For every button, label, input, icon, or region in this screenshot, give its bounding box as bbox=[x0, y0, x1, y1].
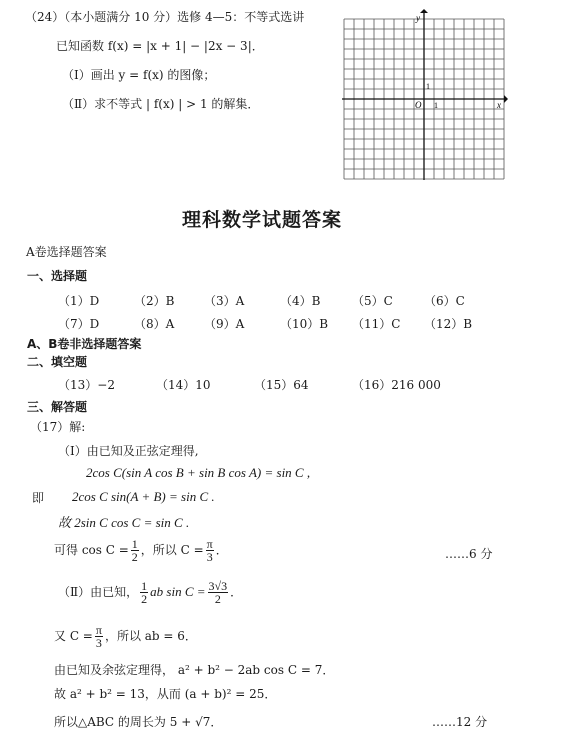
section-choice-heading: 一、选择题 bbox=[27, 269, 88, 283]
numerator: π bbox=[206, 537, 213, 551]
denominator: 2 bbox=[131, 550, 138, 564]
q17-line-5-a: 可得 cos C = bbox=[54, 543, 129, 557]
q17-line-7-b: ，所以 ab = 6． bbox=[104, 629, 197, 643]
numerator: π bbox=[95, 623, 102, 637]
numerator: 1 bbox=[141, 579, 148, 593]
denominator: 3 bbox=[95, 636, 102, 650]
q24-part1: （Ⅰ）画出 y = f(x) 的图像； bbox=[62, 68, 216, 82]
q17-label: （17）解: bbox=[30, 420, 86, 434]
q17-line-2: 2cos C(sin A cos B + sin B cos A) = sin C , bbox=[86, 465, 311, 480]
q17-line-4: 故 2sin C cos C = sin C . bbox=[58, 515, 190, 530]
fraction bbox=[206, 538, 214, 563]
fill-item: （16）216 000 bbox=[352, 378, 441, 392]
fill-item: （14）10 bbox=[156, 378, 211, 392]
q17-line-5: 可得 cos C = $\frac{1}{2}$ ，所以 C = $\frac{\pi}{3}$ ． bbox=[54, 537, 228, 564]
page-title: 理科数学试题答案 bbox=[182, 209, 343, 231]
q17-line-5-b: ，所以 C = bbox=[140, 543, 204, 557]
q24-part2: （Ⅱ）求不等式 | f(x) | > 1 的解集． bbox=[62, 97, 260, 111]
choice-item: （7）D bbox=[58, 317, 100, 331]
choice-item: （4）B bbox=[280, 294, 321, 308]
fill-item: （15）64 bbox=[254, 378, 309, 392]
choices-row-2 bbox=[58, 315, 478, 331]
y-unit-label: 1 bbox=[426, 82, 430, 91]
numerator: 3√3 bbox=[208, 579, 228, 593]
choice-item: （10）B bbox=[280, 317, 329, 331]
fraction bbox=[140, 580, 148, 605]
x-axis-arrow bbox=[504, 95, 508, 103]
fraction bbox=[131, 538, 139, 563]
q17-line-3-prefix: 即 bbox=[32, 491, 45, 505]
score-6: ……6 分 bbox=[445, 547, 493, 561]
q24-given: 已知函数 f(x) = |x + 1| − |2x − 3|． bbox=[56, 39, 264, 53]
q24-header: （24）（本小题满分 10 分）选修 4—5：不等式选讲 bbox=[25, 10, 305, 24]
choice-item: （8）A bbox=[134, 317, 175, 331]
choice-item: （6）C bbox=[424, 294, 465, 308]
score-12: ……12 分 bbox=[432, 715, 488, 729]
denominator: 2 bbox=[214, 592, 221, 606]
section-solve-heading: 三、解答题 bbox=[27, 400, 88, 414]
choice-item: （9）A bbox=[204, 317, 245, 331]
q17-line-6-a: （Ⅱ）由已知， bbox=[58, 585, 139, 599]
choices-row-1 bbox=[58, 292, 478, 308]
denominator: 2 bbox=[141, 592, 148, 606]
section-a-choice: A卷选择题答案 bbox=[26, 245, 107, 259]
choice-item: （5）C bbox=[352, 294, 393, 308]
y-axis-arrow bbox=[420, 9, 428, 13]
denominator: 3 bbox=[206, 550, 213, 564]
q17-line-6: （Ⅱ）由已知， $\frac{1}{2}$ ab sin C = $\frac{3√3}{2}$ ． bbox=[58, 579, 243, 606]
coordinate-grid bbox=[342, 9, 508, 181]
numerator: 1 bbox=[131, 537, 138, 551]
choice-item: （11）C bbox=[352, 317, 401, 331]
q17-line-7 bbox=[54, 624, 197, 649]
section-fill-heading: 二、填空题 bbox=[27, 355, 88, 369]
x-unit-label: 1 bbox=[434, 101, 438, 110]
q17-line-7-a: 又 C = bbox=[54, 629, 93, 643]
q17-line-6-b: ab sin C = bbox=[150, 584, 206, 599]
choice-item: （12）B bbox=[424, 317, 473, 331]
q17-line-3: 2cos C sin(A + B) = sin C . bbox=[72, 489, 215, 504]
section-nonchoice: A、B卷非选择题答案 bbox=[27, 337, 142, 351]
q17-line-9: 故 a² + b² = 13，从而 (a + b)² = 25． bbox=[54, 687, 277, 701]
q17-line-1: （Ⅰ）由已知及正弦定理得, bbox=[58, 444, 199, 458]
x-axis-label: x bbox=[497, 100, 501, 110]
origin-label: O bbox=[415, 100, 422, 110]
fraction bbox=[208, 580, 229, 605]
choice-item: （1）D bbox=[58, 294, 100, 308]
fraction bbox=[95, 624, 103, 649]
y-axis-label: y bbox=[416, 13, 420, 23]
choice-item: （2）B bbox=[134, 294, 175, 308]
fill-item: （13）−2 bbox=[58, 378, 115, 392]
q17-line-10: 所以△ABC 的周长为 5 + √7． bbox=[54, 715, 223, 729]
fill-row bbox=[58, 376, 518, 392]
q17-line-8: 由已知及余弦定理得， a² + b² − 2ab cos C = 7． bbox=[54, 663, 335, 677]
choice-item: （3）A bbox=[204, 294, 245, 308]
